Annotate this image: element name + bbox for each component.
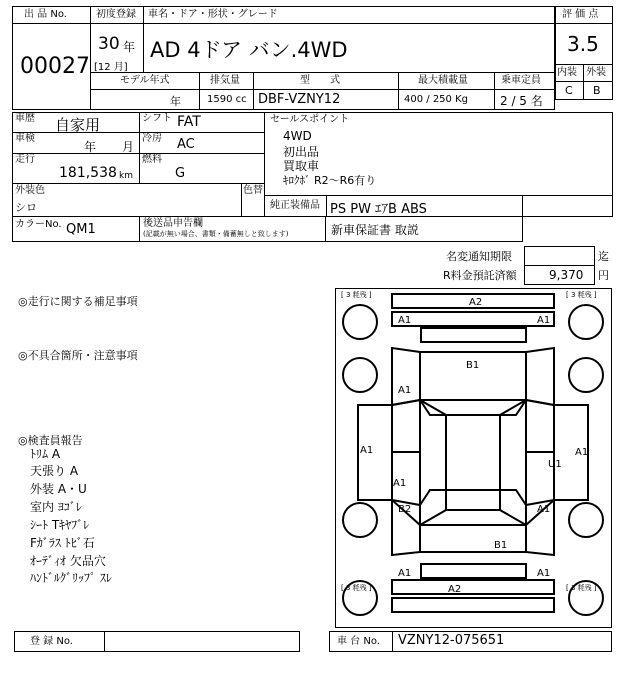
color-no-value: QM1 [66,222,96,237]
lot-number: 00027 [20,54,90,79]
car-name: AD 4ドア バン.4WD [150,38,348,62]
diagram-mark-front-left: A1 [398,568,412,579]
score-value: 3.5 [567,32,599,56]
load-label: 最大積載量 [418,75,468,86]
documents-label: 後送品申告欄 [143,218,203,229]
model-year-unit: 年 [170,95,181,108]
registration-label: 登 録 No. [30,636,73,647]
inspector-note: ﾄﾘﾑ A [30,447,61,461]
diagram-mark-right-door: U1 [548,459,562,470]
seat-capacity: 2 / 5 名 [500,94,543,108]
recycle-label: R料金預託済額 [443,269,517,282]
diagram-mark-rear-bumper: A2 [469,297,483,308]
aircon-value: AC [177,137,195,152]
supplement-title: ◎走行に関する補足事項 [18,295,138,308]
history-value: 自家用 [55,116,101,134]
sales-point-item: 4WD [283,129,312,143]
mileage-label: 走行 [15,154,35,165]
exterior-label: 外装 [586,67,606,78]
tire-rear-right-side [569,358,603,392]
roof-outline [446,415,500,510]
inspector-note: ｼｰﾄ Tｷﾔﾌﾞﾚ [30,518,90,532]
right-window [500,400,526,525]
diagram-mark-front-left-fender: B2 [398,504,412,515]
equipment-value: PS PW ｴｱB ABS [330,202,427,217]
lot-label: 出 品 No. [24,9,67,20]
diagram-mark-rear-right: A1 [537,315,551,326]
tire-depth-front-right: [ 3 粍残 ] [566,584,597,592]
diagram-mark-front-right: A1 [537,568,551,579]
sales-point-item: 買取車 [283,159,320,173]
capacity-label: 乗車定員 [501,75,541,86]
diagram-mark-front-bumper: A2 [448,584,462,595]
sales-point-item: 初出品 [283,145,320,159]
hood-outline [420,525,526,552]
mileage-value: 181,538 [59,165,117,181]
type-label: 型 式 [300,75,340,86]
tire-depth-rear-left: [ 3 粍残 ] [341,291,372,299]
registration-value-cell [104,631,300,652]
tire-rear-right [569,305,603,339]
first-reg-month: [12 月] [94,62,128,73]
inspector-title: ◎検査員報告 [18,434,83,447]
model-year-label: モデル年式 [120,75,170,86]
chassis-label: 車 台 No. [337,636,380,647]
fuel-label: 燃料 [142,154,162,165]
interior-score: C [565,84,573,97]
exterior-score: B [593,84,601,97]
tire-depth-front-left: [ 3 粍残 ] [341,584,372,592]
mileage-unit: km [119,171,133,181]
inspection-month: 月 [122,140,135,154]
max-load: 400 / 250 Kg [404,94,468,105]
diagram-mark-hood: B1 [494,540,508,551]
shift-label: シフト [142,113,172,124]
inspection-label: 車検 [15,133,35,144]
front-bumper-outline [392,580,554,594]
tire-rear-left [343,305,377,339]
shift-value: FAT [177,114,201,130]
transfer-label: 名変通知期限 [446,250,512,263]
inspector-note: ｵｰﾃﾞｨｵ 欠品穴 [30,554,106,568]
warranty-value: 新車保証書 取説 [331,223,419,237]
score-label: 評 価 点 [562,9,599,20]
inspector-note: 外装 A・U [30,482,87,496]
diagram-mark-left-side: A1 [360,445,374,456]
defects-title: ◎不具合箇所・注意事項 [18,349,138,362]
first-reg-year: 30 [98,34,120,54]
rear-window-outline [421,328,526,342]
chassis-value: VZNY12-075651 [398,633,505,648]
front-grille-outline [421,564,526,578]
sales-points-label: セールスポイント [270,114,350,125]
diagram-mark-rear-left: A1 [398,315,412,326]
inspector-note: 室内 ﾖｺﾞﾚ [30,500,82,514]
tire-depth-rear-right: [ 3 粍残 ] [566,291,597,299]
inspector-note: ﾊﾝﾄﾞﾙｸﾞﾘｯﾌﾟ ｽﾚ [30,571,112,585]
rear-door-line [392,400,554,415]
tire-rear-left-side [343,358,377,392]
exterior-color-value: シロ [15,201,37,214]
diagram-mark-right-rear: A1 [575,447,589,458]
diagram-mark-left-rocker: A1 [393,478,407,489]
exterior-color-label: 外装色 [15,185,45,196]
repaint-label: 色替 [243,185,263,196]
sales-point-item: ｷﾛｸﾎﾞ R2～R6有り [283,174,377,187]
interior-label: 内装 [557,67,577,78]
diagram-mark-front-right-fender: A1 [537,504,551,515]
tire-front-right-side [569,503,603,537]
first-reg-label: 初度登録 [96,9,136,20]
model-type: DBF-VZNY12 [258,92,341,107]
rear-right-quarter [526,348,554,405]
displacement-label: 排気量 [210,75,240,86]
recycle-value: 9,370 [549,268,584,282]
diagram-mark-rear-glass: B1 [466,360,480,371]
left-window [420,400,446,525]
aircon-label: 冷房 [142,133,162,144]
recycle-unit: 円 [598,269,609,282]
tire-front-left-side [343,503,377,537]
inspector-note: 天張り A [30,464,79,478]
diagram-mark-rear-left-quarter: A1 [398,385,412,396]
transfer-unit: 迄 [598,250,609,263]
documents-note: (記載が無い場合、書類・備蓄無しと致します) [143,230,289,238]
rear-left-quarter [392,348,420,405]
inspector-note: Fｶﾞﾗｽ ﾄﾋﾞ石 [30,536,95,550]
displacement: 1590 cc [207,94,247,105]
car-name-label: 車名・ドア・形状・グレード [148,9,278,20]
fuel-value: G [175,166,186,181]
equipment-label: 純正装備品 [270,200,320,211]
first-reg-year-unit: 年 [123,40,136,54]
inspection-year: 年 [84,140,97,154]
front-door-line [392,490,554,505]
color-no-label: カラーNo. [15,219,62,230]
rear-panel-outline [392,312,554,326]
history-label: 車歴 [15,113,35,124]
front-lower-outline [392,598,554,612]
